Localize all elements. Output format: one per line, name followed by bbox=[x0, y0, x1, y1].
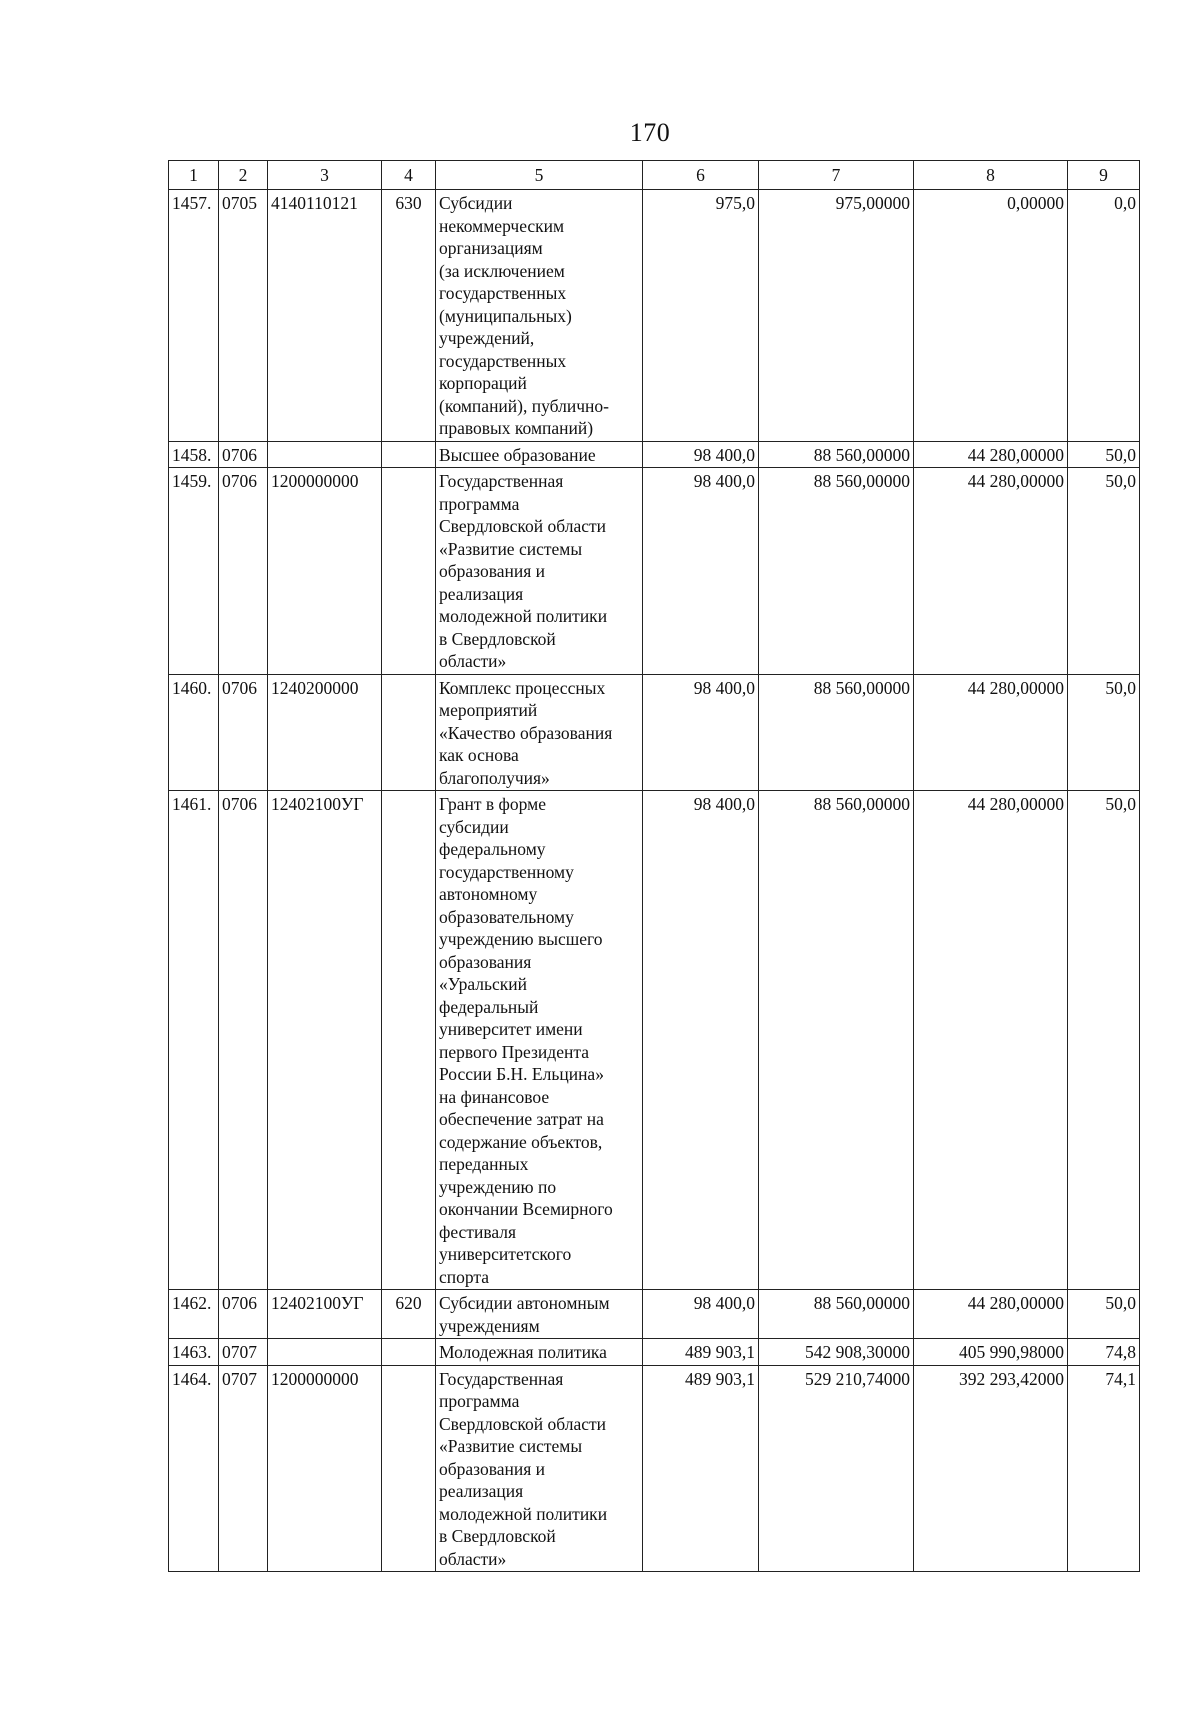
executed-amount-cell: 44 280,00000 bbox=[914, 441, 1068, 468]
section-code-cell: 0706 bbox=[219, 468, 268, 675]
item-name-line: как основа bbox=[439, 745, 519, 765]
table-row bbox=[169, 468, 1140, 675]
item-name-line: молодежной политики bbox=[439, 606, 608, 626]
table-row bbox=[169, 1290, 1140, 1339]
execution-percent-cell: 50,0 bbox=[1068, 1290, 1140, 1339]
execution-percent-cell: 50,0 bbox=[1068, 468, 1140, 675]
approved-amount-cell: 98 400,0 bbox=[643, 1290, 759, 1339]
expense-type-cell bbox=[382, 1365, 436, 1572]
row-number-cell: 1459. bbox=[169, 468, 219, 675]
table-row bbox=[169, 190, 1140, 442]
planned-amount-cell: 542 908,30000 bbox=[759, 1339, 914, 1366]
budget-table bbox=[168, 160, 1140, 1572]
item-name-line: Грант в форме bbox=[439, 794, 546, 814]
item-name-line: университетского bbox=[439, 1244, 572, 1264]
row-number-cell: 1458. bbox=[169, 441, 219, 468]
planned-amount-cell: 88 560,00000 bbox=[759, 468, 914, 675]
item-name-line: Государственная bbox=[439, 1368, 564, 1389]
header-cell: 4 bbox=[382, 161, 436, 190]
item-name-cell bbox=[436, 1290, 643, 1339]
header-cell: 2 bbox=[219, 161, 268, 190]
approved-amount-cell: 98 400,0 bbox=[643, 468, 759, 675]
item-name-line: спорта bbox=[439, 1266, 490, 1287]
planned-amount-cell: 975,00000 bbox=[759, 190, 914, 442]
item-name-line: реализация bbox=[439, 583, 524, 604]
item-name-line: организациям bbox=[439, 238, 543, 258]
item-name-line: Комплекс процессных bbox=[439, 677, 606, 698]
table-row bbox=[169, 441, 1140, 468]
item-name-cell bbox=[436, 674, 643, 791]
item-name-line: в Свердловской bbox=[439, 628, 556, 649]
item-name-cell bbox=[436, 1339, 643, 1366]
item-name-line: субсидии bbox=[439, 816, 509, 837]
item-name-line: обеспечение затрат на bbox=[439, 1109, 604, 1129]
item-name-line: окончании Всемирного bbox=[439, 1199, 613, 1219]
execution-percent-cell: 74,1 bbox=[1068, 1365, 1140, 1572]
planned-amount-cell: 529 210,74000 bbox=[759, 1365, 914, 1572]
item-name-line: образования и bbox=[439, 1458, 546, 1479]
execution-percent-cell: 50,0 bbox=[1068, 441, 1140, 468]
target-article-cell bbox=[268, 441, 382, 468]
item-name-line: федеральный bbox=[439, 996, 539, 1017]
expense-type-cell bbox=[382, 1339, 436, 1366]
item-name-line: «Качество образования bbox=[439, 722, 613, 743]
header-cell: 7 bbox=[759, 161, 914, 190]
planned-amount-cell: 88 560,00000 bbox=[759, 441, 914, 468]
expense-type-cell: 620 bbox=[382, 1290, 436, 1339]
item-name-cell bbox=[436, 190, 643, 442]
executed-amount-cell: 44 280,00000 bbox=[914, 468, 1068, 675]
item-name-line: государственных bbox=[439, 283, 567, 303]
item-name-line: образования bbox=[439, 951, 532, 972]
approved-amount-cell: 98 400,0 bbox=[643, 791, 759, 1290]
item-name-line: учреждению по bbox=[439, 1176, 557, 1197]
section-code-cell: 0706 bbox=[219, 441, 268, 468]
executed-amount-cell: 0,00000 bbox=[914, 190, 1068, 442]
target-article-cell: 1200000000 bbox=[268, 1365, 382, 1572]
item-name-line: реализация bbox=[439, 1481, 524, 1501]
section-code-cell: 0706 bbox=[219, 1290, 268, 1339]
item-name-line: «Развитие системы bbox=[439, 538, 583, 559]
expense-type-cell: 630 bbox=[382, 190, 436, 442]
item-name-line: переданных bbox=[439, 1154, 529, 1174]
item-name-line: университет имени bbox=[439, 1019, 583, 1039]
executed-amount-cell: 44 280,00000 bbox=[914, 674, 1068, 791]
item-name-line: Государственная bbox=[439, 471, 564, 491]
target-article-cell: 12402100УГ bbox=[268, 791, 382, 1290]
table-row bbox=[169, 1365, 1140, 1572]
item-name-line: правовых компаний) bbox=[439, 418, 594, 438]
target-article-cell: 1200000000 bbox=[268, 468, 382, 675]
approved-amount-cell: 489 903,1 bbox=[643, 1365, 759, 1572]
item-name-line: образовательному bbox=[439, 906, 574, 927]
planned-amount-cell: 88 560,00000 bbox=[759, 791, 914, 1290]
item-name-line: государственных bbox=[439, 350, 567, 371]
item-name-line: образования и bbox=[439, 561, 546, 581]
expense-type-cell bbox=[382, 468, 436, 675]
approved-amount-cell: 489 903,1 bbox=[643, 1339, 759, 1366]
item-name-cell bbox=[436, 1365, 643, 1572]
row-number-cell: 1460. bbox=[169, 674, 219, 791]
item-name-cell bbox=[436, 441, 643, 468]
row-number-cell: 1461. bbox=[169, 791, 219, 1290]
expense-type-cell bbox=[382, 441, 436, 468]
item-name-line: государственному bbox=[439, 861, 574, 882]
section-code-cell: 0707 bbox=[219, 1339, 268, 1366]
expense-type-cell bbox=[382, 791, 436, 1290]
item-name-line: (компаний), публично- bbox=[439, 395, 609, 416]
planned-amount-cell: 88 560,00000 bbox=[759, 674, 914, 791]
executed-amount-cell: 392 293,42000 bbox=[914, 1365, 1068, 1572]
target-article-cell: 1240200000 bbox=[268, 674, 382, 791]
expense-type-cell bbox=[382, 674, 436, 791]
approved-amount-cell: 975,0 bbox=[643, 190, 759, 442]
item-name-line: (за исключением bbox=[439, 260, 565, 281]
execution-percent-cell: 50,0 bbox=[1068, 791, 1140, 1290]
section-code-cell: 0705 bbox=[219, 190, 268, 442]
executed-amount-cell: 44 280,00000 bbox=[914, 1290, 1068, 1339]
header-cell: 6 bbox=[643, 161, 759, 190]
item-name-cell bbox=[436, 791, 643, 1290]
item-name-line: фестиваля bbox=[439, 1221, 517, 1242]
item-name-line: некоммерческим bbox=[439, 215, 565, 236]
header-row bbox=[169, 161, 1140, 190]
target-article-cell: 12402100УГ bbox=[268, 1290, 382, 1339]
item-name-line: учреждений, bbox=[439, 328, 535, 348]
item-name-line: учреждению высшего bbox=[439, 929, 603, 949]
header-cell: 1 bbox=[169, 161, 219, 190]
table-body bbox=[169, 190, 1140, 1572]
target-article-cell bbox=[268, 1339, 382, 1366]
item-name-line: области» bbox=[439, 651, 507, 671]
execution-percent-cell: 0,0 bbox=[1068, 190, 1140, 442]
header-cell: 8 bbox=[914, 161, 1068, 190]
executed-amount-cell: 405 990,98000 bbox=[914, 1339, 1068, 1366]
row-number-cell: 1462. bbox=[169, 1290, 219, 1339]
executed-amount-cell: 44 280,00000 bbox=[914, 791, 1068, 1290]
header-cell: 5 bbox=[436, 161, 643, 190]
approved-amount-cell: 98 400,0 bbox=[643, 441, 759, 468]
item-name-line: (муниципальных) bbox=[439, 305, 572, 326]
item-name-line: Молодежная политика bbox=[439, 1342, 607, 1362]
item-name-line: программа bbox=[439, 1391, 520, 1411]
table-row bbox=[169, 791, 1140, 1290]
item-name-line: в Свердловской bbox=[439, 1526, 556, 1546]
section-code-cell: 0706 bbox=[219, 791, 268, 1290]
section-code-cell: 0706 bbox=[219, 674, 268, 791]
item-name-line: Свердловской области bbox=[439, 516, 607, 536]
item-name-line: корпораций bbox=[439, 373, 527, 393]
item-name-line: на финансовое bbox=[439, 1086, 550, 1107]
item-name-line: Субсидии bbox=[439, 193, 513, 213]
item-name-line: учреждениям bbox=[439, 1315, 540, 1336]
table-row bbox=[169, 674, 1140, 791]
page-number: 170 bbox=[629, 118, 671, 147]
target-article-cell: 4140110121 bbox=[268, 190, 382, 442]
item-name-line: программа bbox=[439, 493, 520, 514]
item-name-line: молодежной политики bbox=[439, 1503, 608, 1524]
section-code-cell: 0707 bbox=[219, 1365, 268, 1572]
row-number-cell: 1457. bbox=[169, 190, 219, 442]
item-name-line: мероприятий bbox=[439, 700, 538, 720]
item-name-line: содержание объектов, bbox=[439, 1131, 603, 1152]
table-row bbox=[169, 1339, 1140, 1366]
row-number-cell: 1463. bbox=[169, 1339, 219, 1366]
item-name-line: федеральному bbox=[439, 839, 546, 859]
item-name-line: «Развитие системы bbox=[439, 1436, 583, 1456]
item-name-line: первого Президента bbox=[439, 1041, 589, 1062]
execution-percent-cell: 50,0 bbox=[1068, 674, 1140, 791]
item-name-line: Высшее образование bbox=[439, 444, 596, 465]
item-name-line: области» bbox=[439, 1548, 507, 1569]
header-cell: 3 bbox=[268, 161, 382, 190]
execution-percent-cell: 74,8 bbox=[1068, 1339, 1140, 1366]
item-name-line: Субсидии автономным bbox=[439, 1293, 610, 1313]
item-name-line: автономному bbox=[439, 884, 538, 904]
item-name-line: Свердловской области bbox=[439, 1413, 607, 1434]
planned-amount-cell: 88 560,00000 bbox=[759, 1290, 914, 1339]
item-name-line: благополучия» bbox=[439, 767, 550, 788]
item-name-line: «Уральский bbox=[439, 974, 527, 994]
row-number-cell: 1464. bbox=[169, 1365, 219, 1572]
header-cell: 9 bbox=[1068, 161, 1140, 190]
item-name-cell bbox=[436, 468, 643, 675]
approved-amount-cell: 98 400,0 bbox=[643, 674, 759, 791]
item-name-line: России Б.Н. Ельцина» bbox=[439, 1064, 604, 1084]
